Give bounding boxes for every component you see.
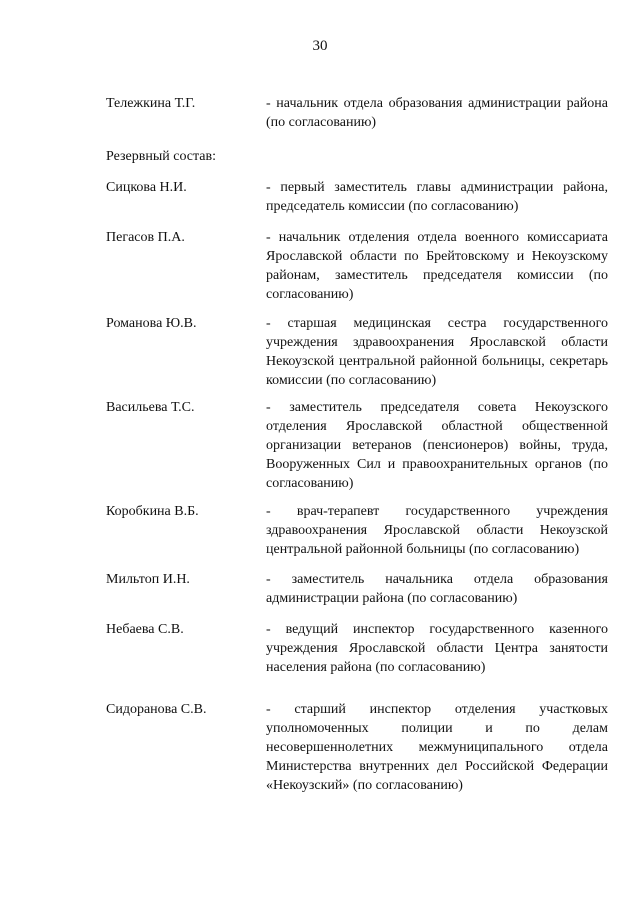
member-role: - начальник отдела образования администрации района (по согласованию) [266, 96, 608, 130]
member-role: - заместитель председателя совета Некоузского отделения Ярославской областной общественной организации ветеранов (пенсионеров) войны, труда, Вооруженных Сил и правоохранительных органов (по согласованию) [266, 400, 608, 491]
member-name: Романова Ю.В. [106, 316, 197, 331]
member-name: Сидоранова С.В. [106, 702, 207, 717]
member-role: - врач-терапевт государственного учреждения здравоохранения Ярославской области Некоузской центральной районной больницы (по согласованию) [266, 504, 608, 557]
member-name: Небаева С.В. [106, 622, 184, 637]
page-number: 30 [312, 38, 328, 54]
member-name: Мильтоп И.Н. [106, 572, 190, 587]
member-name: Пегасов П.А. [106, 230, 185, 245]
member-role: - первый заместитель главы администрации района, председатель комиссии (по согласованию) [266, 180, 608, 214]
member-role: - заместитель начальника отдела образования администрации района (по согласованию) [266, 572, 608, 606]
member-role: - начальник отделения отдела военного комиссариата Ярославской области по Брейтовскому и Некоузскому районам, заместитель председателя комиссии (по согласованию) [266, 230, 608, 302]
section-label-reserve: Резервный состав: [106, 149, 217, 164]
member-name: Коробкина В.Б. [106, 504, 199, 519]
member-name: Сицкова Н.И. [106, 180, 187, 195]
member-role: - ведущий инспектор государственного казенного учреждения Ярославской области Центра занятости населения района (по согласованию) [266, 622, 608, 675]
member-role: - старший инспектор отделения участковых уполномоченных полиции и по делам несовершеннолетних межмуниципального отдела Министерства внутренних дел Российской Федерации «Некоузский» (по согласованию) [266, 702, 608, 793]
member-role: - старшая медицинская сестра государственного учреждения здравоохранения Ярославской области Некоузской центральной районной больницы, секретарь комиссии (по согласованию) [266, 316, 608, 388]
member-name: Тележкина Т.Г. [106, 96, 196, 111]
member-name: Васильева Т.С. [106, 400, 195, 415]
